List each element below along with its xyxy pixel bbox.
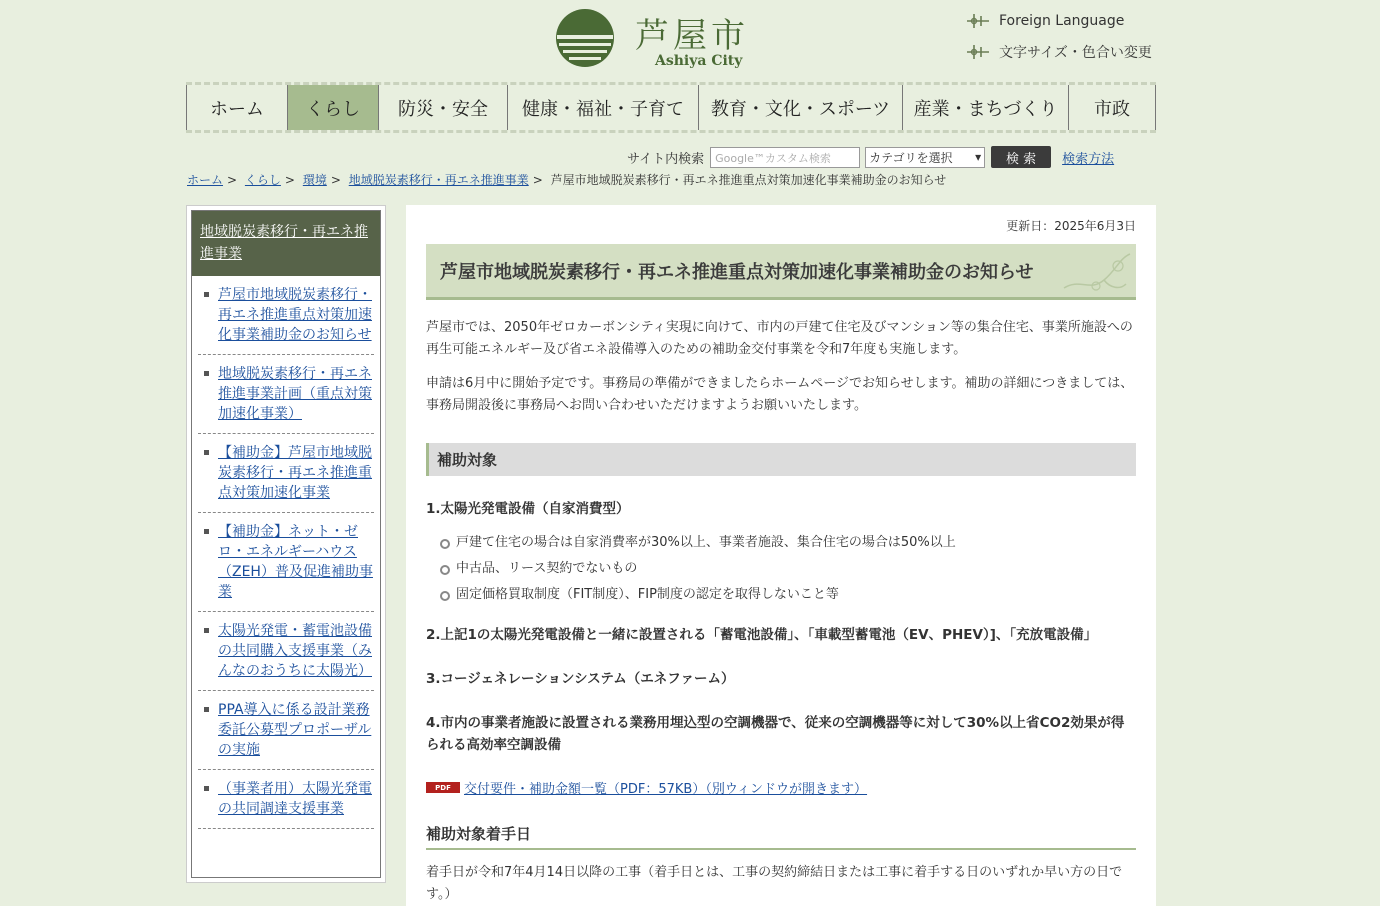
pdf-download-link[interactable]: [426, 778, 1136, 797]
target-item-1: 1.太陽光発電設備（自家消費型）: [426, 501, 630, 517]
side-nav-item: [198, 691, 374, 770]
side-nav-item: [198, 355, 374, 434]
side-nav-link[interactable]: 【補助金】ネット・ゼロ・エネルギーハウス（ZEH）普及促進補助事業: [218, 524, 373, 600]
nav-kenkou[interactable]: 健康・福祉・子育て: [507, 85, 698, 130]
side-nav-link[interactable]: 地域脱炭素移行・再エネ推進事業計画（重点対策加速化事業）: [218, 366, 372, 422]
section-heading-target: 補助対象: [426, 443, 1136, 476]
nav-kyouiku[interactable]: 教育・文化・スポーツ: [698, 85, 902, 130]
text-size-color-link[interactable]: [965, 41, 1152, 63]
breadcrumb-separator: >: [330, 173, 341, 187]
nav-home[interactable]: ホーム: [186, 85, 287, 130]
chevron-down-icon: ▾: [975, 150, 982, 164]
intro-paragraph: 申請は6月中に開始予定です。事務局の準備ができましたらホームページでお知らせします。補助の詳細につきましては、事務局開設後に事務局へお問い合わせいただけますようお願いいたします。: [426, 376, 1134, 413]
list-item: 戸建て住宅の場合は自家消費率が30%以上、事業者施設、集合住宅の場合は50%以上: [440, 530, 1136, 556]
breadcrumb-home[interactable]: ホーム: [187, 173, 224, 187]
list-item: 固定価格買取制度（FIT制度）、FIP制度の認定を取得しないこと等: [440, 582, 1136, 608]
site-search: [627, 146, 1114, 168]
side-nav-link[interactable]: PPA導入に係る設計業務委託公募型プロポーザルの実施: [218, 702, 372, 758]
breadcrumb-kankyou[interactable]: 環境: [302, 173, 327, 187]
side-nav-item: [198, 770, 374, 829]
city-emblem-icon: [555, 8, 615, 68]
side-nav-heading-link[interactable]: 地域脱炭素移行・再エネ推進事業: [200, 224, 368, 262]
breadcrumb-separator: >: [227, 173, 238, 187]
target-item-4: 4.市内の事業者施設に設置される業務用埋込型の空調機器で、従来の空調機器等に対して30%以上省CO2効果が得られる高効率空調設備: [426, 715, 1125, 753]
list-item: 中古品、リース契約でないもの: [440, 556, 1136, 582]
page-title-text: 芦屋市地域脱炭素移行・再エネ推進重点対策加速化事業補助金のお知らせ: [440, 262, 1034, 283]
target-item-3: 3.コージェネレーションシステム（エネファーム）: [426, 671, 735, 687]
target-item-1-conditions: [426, 530, 1136, 608]
breadcrumb-kurashi[interactable]: くらし: [244, 173, 281, 187]
sprig-icon: [965, 43, 991, 61]
side-nav-item: [198, 276, 374, 355]
nav-bousai[interactable]: 防災・安全: [378, 85, 507, 130]
main-content: [406, 205, 1156, 906]
text-size-color-label: 文字サイズ・色合い変更: [999, 45, 1152, 61]
breadcrumb-current: 芦屋市地域脱炭素移行・再エネ推進重点対策加速化事業補助金のお知らせ: [550, 173, 947, 187]
logo-subtitle: Ashiya City: [655, 53, 743, 69]
foreign-language-link[interactable]: [965, 10, 1152, 32]
side-nav: [186, 205, 386, 883]
pdf-icon: PDF: [426, 782, 460, 793]
updated-date: 更新日：2025年6月3日: [1006, 219, 1136, 233]
search-label: サイト内検索: [627, 151, 705, 167]
nav-shisei[interactable]: 市政: [1068, 85, 1156, 130]
vine-ornament-icon: [1060, 248, 1132, 296]
side-nav-list: [192, 276, 380, 829]
search-help-link[interactable]: 検索方法: [1062, 151, 1115, 167]
site-logo[interactable]: [555, 6, 765, 70]
breadcrumb-separator: >: [284, 173, 295, 187]
side-nav-link[interactable]: 太陽光発電・蓄電池設備の共同購入支援事業（みんなのおうちに太陽光）: [218, 623, 372, 679]
global-nav: [186, 82, 1156, 133]
breadcrumb-datsutanso[interactable]: 地域脱炭素移行・再エネ推進事業: [348, 173, 529, 187]
search-button[interactable]: 検 索: [991, 146, 1051, 168]
category-select[interactable]: [865, 147, 985, 168]
side-nav-item: [198, 612, 374, 691]
side-nav-item: [198, 434, 374, 513]
foreign-language-label: Foreign Language: [999, 13, 1125, 29]
pdf-link-text[interactable]: 交付要件・補助金額一覧（PDF：57KB）（別ウィンドウが開きます）: [464, 782, 868, 797]
nav-kurashi[interactable]: くらし: [287, 85, 378, 130]
sprig-icon: [965, 12, 991, 30]
side-nav-link[interactable]: （事業者用）太陽光発電の共同調達支援事業: [218, 781, 372, 817]
side-nav-heading: [192, 211, 380, 276]
section-heading-start-date: 補助対象着手日: [426, 823, 1136, 850]
breadcrumb-separator: >: [532, 173, 543, 187]
target-item-2: 2.上記1の太陽光発電設備と一緒に設置される「蓄電池設備」、「車載型蓄電池（EV、PHEV）]、「充放電設備」: [426, 627, 1098, 643]
search-input[interactable]: Google™カスタム検索: [710, 147, 860, 168]
side-nav-link[interactable]: 芦屋市地域脱炭素移行・再エネ推進重点対策加速化事業補助金のお知らせ: [218, 287, 372, 343]
side-nav-link[interactable]: 【補助金】芦屋市地域脱炭素移行・再エネ推進重点対策加速化事業: [218, 445, 372, 501]
breadcrumb: [187, 171, 946, 188]
side-nav-inner: [191, 210, 381, 878]
intro-paragraph: 芦屋市では、2050年ゼロカーボンシティ実現に向けて、市内の戸建て住宅及びマンション等の集合住宅、事業所施設への再生可能エネルギー及び省エネ設備導入のための補助金交付事業を令和7年度も実施します。: [426, 320, 1133, 357]
logo-name: 芦屋市: [635, 16, 749, 56]
utility-links: [965, 10, 1152, 72]
category-select-value: カテゴリを選択: [869, 150, 953, 165]
side-nav-item: [198, 513, 374, 612]
page-title: [426, 244, 1136, 300]
start-date-paragraph: 着手日が令和7年4月14日以降の工事（着手日とは、工事の契約締結日または工事に着手する日のいずれか早い方の日です。）: [426, 865, 1123, 902]
nav-sangyou[interactable]: 産業・まちづくり: [902, 85, 1068, 130]
